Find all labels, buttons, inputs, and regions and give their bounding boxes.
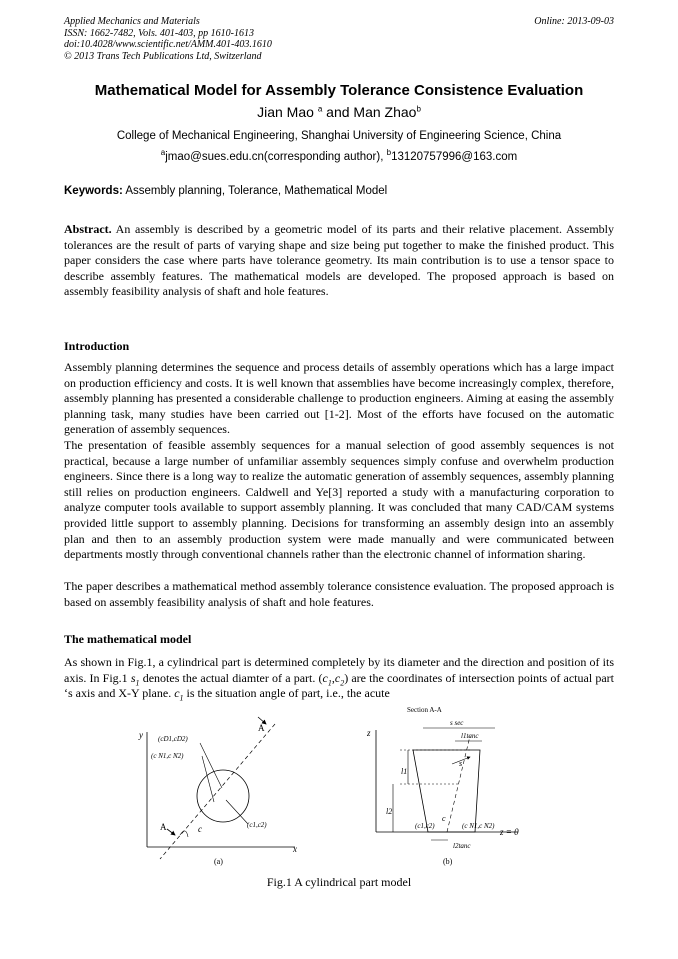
section-line: [160, 724, 275, 859]
label-cd: (cD1,cD2): [158, 735, 188, 743]
subfig-a-tag: (a): [214, 857, 223, 866]
part-circle: [197, 770, 249, 822]
label-c12: (c1,c2): [247, 821, 267, 829]
leader-c12: [226, 800, 248, 824]
journal-name: Applied Mechanics and Materials: [64, 16, 200, 27]
c1-angle-symbol: $c_1$: [174, 686, 184, 703]
model-heading: The mathematical model: [64, 632, 192, 646]
section-arrow-bottom: [167, 829, 175, 835]
label-A-bottom: A: [160, 822, 167, 832]
label-A-top: A: [258, 723, 265, 733]
email-a-sup: a: [160, 148, 166, 158]
subfig-b-tag: (b): [443, 857, 453, 866]
author-2: and Man Zhao: [322, 104, 417, 120]
figure-caption: Fig.1 A cylindrical part model: [266, 875, 412, 889]
model-text-c: ) are the coordinates of intersection points of actual part ‘s axis and X-Y plane.: [64, 670, 614, 701]
c2-symbol: $c_2$: [334, 670, 345, 687]
email-b: 13120757996@163.com: [391, 151, 518, 163]
label-s-sec: s sec: [450, 719, 464, 727]
leader-cd: [200, 743, 222, 788]
y-axis-label: y: [139, 730, 143, 740]
label-cn: (c N1,c N2): [151, 752, 184, 760]
copyright-line: © 2013 Trans Tech Publications Ltd, Switzerland: [64, 50, 262, 62]
figure-1a: [138, 717, 297, 866]
intro-heading: Introduction: [64, 339, 130, 353]
part-axis: [447, 736, 470, 832]
keywords-label: Keywords:: [64, 185, 123, 197]
online-date: Online: 2013-09-03: [534, 16, 614, 27]
intro-paragraph-3: The paper describes a mathematical method assembly tolerance consistence evaluation. The proposed approach is based on assembly feasibility analysis of shaft and hole features.: [64, 579, 614, 609]
c1-symbol: $c_1$: [322, 670, 332, 687]
x-axis-label: x: [293, 844, 297, 854]
email-b-sup: b: [386, 148, 392, 158]
figure-1b: [366, 706, 519, 866]
affiliation: College of Mechanical Engineering, Shanghai University of Engineering Science, China: [116, 130, 562, 142]
label-c-angle: c: [442, 814, 446, 823]
figure-1: [130, 704, 550, 870]
emails: [0, 148, 678, 163]
label-l1: l1: [401, 767, 408, 776]
issn-line: ISSN: 1662-7482, Vols. 401-403, pp 1610-1613: [64, 27, 254, 39]
intro-paragraph-1: Assembly planning determines the sequence and process details of assembly operations which has a large impact on production efficiency and costs. It is well known that assemblies have become increasingly complex, therefore, assembly planning has presented a considerable challenge to production engineers. Aiming at easing the assembly planning task, many studies have been carried out [1-2]. Most of the efforts have focused on the automatic generation of assembly sequences.: [64, 360, 614, 437]
journal-header: [64, 16, 272, 62]
part-section: [413, 750, 480, 832]
label-s: s: [459, 759, 463, 768]
label-l1-tan: l1tanc: [461, 732, 479, 740]
model-text-d: is the situation angle of part, i.e., the acute: [183, 686, 390, 701]
email-a: jmao@sues.edu.cn(corresponding author),: [165, 151, 387, 163]
author-1-sup: a: [317, 104, 323, 114]
abstract-text: An assembly is described by a geometric model of its parts and their relative placement. Assembly tolerances are the result of parts of varying shape and size being put together to make the finished product. This paper considers the case where parts have tolerance geometry. Its main contribution is to use a tensor space to describe assembly features. The mathematical models are developed. The proposed approach is based on assembly feasibility analysis of shaft and hole features.: [64, 222, 614, 299]
model-text-a: As shown in Fig.1, a cylindrical part is determined completely by its diameter and the direction and position of its axis. In Fig.1: [64, 655, 614, 685]
doi-line: doi:10.4028/www.scientific.net/AMM.401-403.1610: [64, 39, 272, 50]
angle-arc: [180, 831, 188, 837]
model-text-b: denotes the actual diamter of a part. (: [139, 670, 323, 685]
keywords: [64, 185, 387, 197]
paper-title: Mathematical Model for Assembly Tolerance Consistence Evaluation: [94, 82, 584, 99]
author-1: Jian Mao: [257, 104, 314, 120]
keywords-text: Assembly planning, Tolerance, Mathematical Model: [122, 185, 388, 197]
author-2-sup: b: [416, 104, 421, 114]
abstract: [64, 222, 614, 300]
s1-symbol: $s_1$: [130, 670, 140, 687]
label-cn12-b: (c N1,c N2): [462, 822, 495, 830]
authors: [0, 104, 678, 120]
abstract-label: Abstract.: [64, 222, 112, 236]
model-paragraph-1: As shown in Fig.1, a cylindrical part is determined completely by its diameter and the direction and position of its axis. In Fig.1 $s_1$ denotes the actual diamter of a part. $(c_1,c_2)$ are the coordinates of intersection points of actual part ‘s axis and X-Y plane. $c_1$ is the situation angle of part, i.e., the acute: [64, 655, 614, 703]
angle-label: c: [198, 824, 202, 834]
z0-label: z = 0: [500, 827, 519, 837]
label-l2-tan: l2tanc: [453, 842, 471, 850]
label-l2: l2: [386, 807, 393, 816]
intro-paragraph-2: The presentation of feasible assembly sequences for a manual selection of good assembly sequences is not practical, because a large number of unfamiliar assembly sequences simply confuse and overwhelm production engineers. Since there is a long way to realize the automatic generation of assembly sequences, assembly planning still relies on production engineers. Caldwell and Ye[3] reported a study with a manufacturing corporation to analyze computer tools available to support assembly planning. It was concluded that many CAD/CAM systems provided little support to assembly planning. Decisions for transforming an assembly design into an assembly plan and then to an assembly production system were made manually and were communicated between departments mostly through conventional channels rather than the electronic channel of information sharing.: [64, 438, 614, 562]
z-axis-label: z: [367, 728, 371, 738]
label-c12-b: (c1,c2): [415, 822, 435, 830]
section-title: Section A-A: [407, 706, 442, 714]
